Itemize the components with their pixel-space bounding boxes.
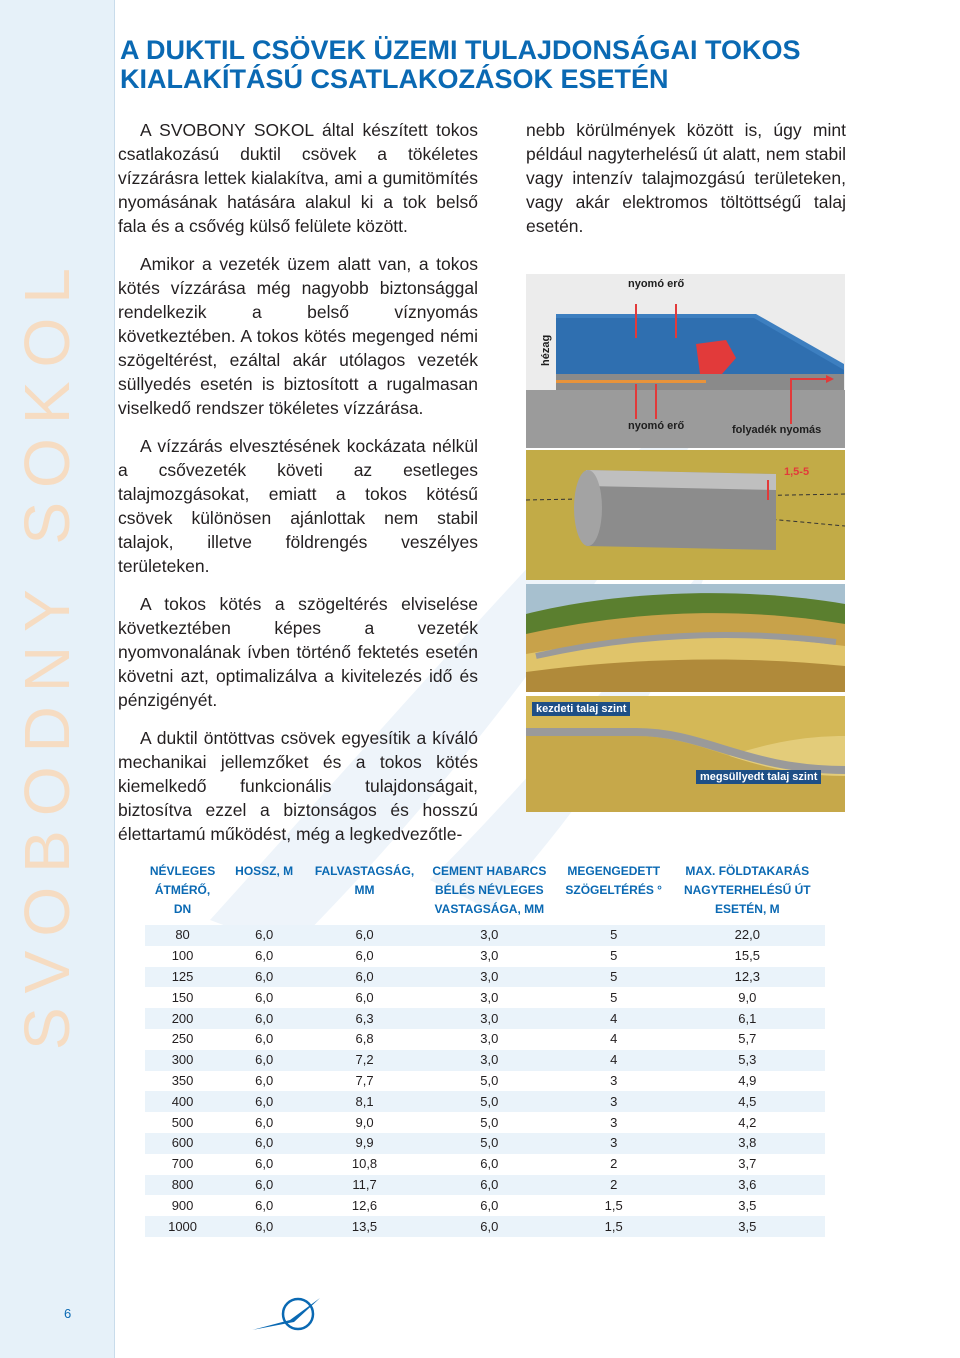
table-body [145,925,825,1237]
table-cell: 12,6 [308,1195,421,1216]
table-cell: 3,0 [421,925,558,946]
table-cell: 600 [145,1133,220,1154]
label-initial-ground: kezdeti talaj szint [532,702,630,716]
header-dn: NÉVLEGES ÁTMÉRŐ, DN [149,864,216,916]
table-cell: 3 [558,1071,670,1092]
soil-panel [526,584,845,692]
left-text-column [118,118,478,860]
table-cell: 6,0 [220,967,308,988]
table-cell: 6,0 [308,925,421,946]
table-cell: 3,6 [670,1175,825,1196]
table-cell: 400 [145,1091,220,1112]
table-cell: 5 [558,925,670,946]
table-cell: 15,5 [670,946,825,967]
table-cell: 5 [558,987,670,1008]
table-cell: 6,0 [220,1112,308,1133]
table-cell: 10,8 [308,1154,421,1175]
table-cell: 2 [558,1175,670,1196]
table-cell: 3,7 [670,1154,825,1175]
table-cell: 250 [145,1029,220,1050]
table-cell: 3 [558,1133,670,1154]
header-wall: FALVASTAGSÁG, MM [314,864,415,897]
paragraph-1: A SVOBONY SOKOL által készített tokos csatlakozású duktil csövek a tökéletes vízzárásra lettek kialakítva, ami a gumitömítés nyomásának hatására alakul ki a tok belső fala és a csővég külső felülete között. [118,120,478,236]
table-cell: 5,0 [421,1112,558,1133]
table-cell: 300 [145,1050,220,1071]
table-cell: 4 [558,1050,670,1071]
label-fluid-pressure: folyadék nyomás [732,424,822,436]
paragraph-6: nebb körülmények között is, úgy mint például nagyterhelésű út alatt, nem stabil vagy intenzív talajmozgású területeken, vagy akár elektromos töltöttségű talaj esetén. [526,120,846,236]
table-cell: 500 [145,1112,220,1133]
table-cell: 5,0 [421,1071,558,1092]
table-cell: 150 [145,987,220,1008]
table-cell: 6,0 [220,946,308,967]
table-cell: 6,0 [220,1216,308,1237]
label-gap: hézag [540,334,552,366]
table-cell: 1,5 [558,1195,670,1216]
table-cell: 3 [558,1112,670,1133]
table-cell: 5,0 [421,1133,558,1154]
table-row [145,1195,825,1216]
header-angle: MEGENGEDETT SZÖGELTÉRÉS ° [565,864,662,897]
table-cell: 3,0 [421,987,558,1008]
table-row [145,1112,825,1133]
header-cover: MAX. FÖLDTAKARÁS NAGYTERHELÉSŰ ÚT ESETÉN, M [683,864,811,916]
title-line-2: KIALAKÍTÁSÚ CSATLAKOZÁSOK ESETÉN [120,64,669,94]
table-cell: 6,0 [220,1195,308,1216]
table-cell: 1,5 [558,1216,670,1237]
table-cell: 6,0 [308,946,421,967]
table-cell: 6,0 [421,1216,558,1237]
table-cell: 200 [145,1008,220,1029]
paragraph-3: A vízzárás elvesztésének kockázata nélkül a csővezeték követi az esetleges talajmozgásokat, emiatt a tokos kötésű csövek különösen ajánlottak nem stabil talajok, illetve földrengés veszélyes területeken. [118,436,478,576]
table-cell: 6,0 [220,1175,308,1196]
table-row [145,1008,825,1029]
table-cell: 125 [145,967,220,988]
table-cell: 6,0 [220,1091,308,1112]
table-cell: 6,0 [220,1154,308,1175]
table-cell: 13,5 [308,1216,421,1237]
table-cell: 6,8 [308,1029,421,1050]
table-cell: 700 [145,1154,220,1175]
label-pressure-top: nyomó erő [628,278,685,290]
table-cell: 900 [145,1195,220,1216]
label-angle: 1,5-5 [784,466,810,478]
header-lining: CEMENT HABARCS BÉLÉS NÉVLEGES VASTAGSÁGA, MM [432,864,547,916]
table-row [145,946,825,967]
table-row [145,987,825,1008]
table-cell: 80 [145,925,220,946]
table-cell: 4 [558,1029,670,1050]
table-cell: 6,0 [220,1029,308,1050]
settlement-panel [526,696,845,812]
joint-figure [526,274,845,812]
spec-table [145,858,825,1237]
table-row [145,1029,825,1050]
table-cell: 3,0 [421,1050,558,1071]
table-cell: 7,2 [308,1050,421,1071]
table-cell: 6,0 [308,987,421,1008]
table-cell: 3,0 [421,1008,558,1029]
paragraph-2: Amikor a vezeték üzem alatt van, a tokos kötés vízzárása még nagyobb biztonsággal rendelkezik a belső víznyomás következtében. A tokos kötés megenged némi szögeltérést, ezáltal akár utólagos vezeték süllyedés esetén is biztosított a rugalmasan viselkedő rendszer tökéletes vízzárása. [118,254,478,418]
table-cell: 1000 [145,1216,220,1237]
table-cell: 3,5 [670,1216,825,1237]
table-cell: 6,1 [670,1008,825,1029]
table-cell: 3,0 [421,946,558,967]
table-row [145,967,825,988]
table-cell: 5,0 [421,1091,558,1112]
table-cell: 3,0 [421,967,558,988]
soil-layers-diagram [526,584,845,692]
cross-section-panel [526,274,845,448]
header-length: HOSSZ, M [235,864,294,878]
table-cell: 3 [558,1091,670,1112]
table-cell: 3,8 [670,1133,825,1154]
table-cell: 5 [558,967,670,988]
table-row [145,1154,825,1175]
table-cell: 8,1 [308,1091,421,1112]
table-cell: 100 [145,946,220,967]
table-cell: 4,2 [670,1112,825,1133]
right-text-column [526,118,846,252]
table-cell: 6,0 [220,1050,308,1071]
vertical-brand-text: SVOBODNY SOKOL [11,254,83,1050]
table-cell: 6,0 [220,987,308,1008]
title-line-1: A DUKTIL CSÖVEK ÜZEMI TULAJDONSÁGAI TOKOS [120,35,801,65]
paragraph-4: A tokos kötés a szögeltérés elviselése következtében képes a vezeték nyomvonalának ívben történő fektetés esetén követni azt, optimalizálva a kivitelezés idő és pénzigényét. [118,594,478,710]
table-cell: 5,7 [670,1029,825,1050]
table-cell: 6,0 [308,967,421,988]
table-cell: 6,0 [220,1008,308,1029]
table-row [145,1091,825,1112]
table-cell: 6,3 [308,1008,421,1029]
sidebar-divider [114,0,115,1358]
table-cell: 9,0 [308,1112,421,1133]
table-cell: 4,5 [670,1091,825,1112]
table-cell: 2 [558,1154,670,1175]
table-row [145,925,825,946]
table-cell: 9,0 [670,987,825,1008]
table-row [145,1133,825,1154]
page-title [120,36,920,94]
table-cell: 4 [558,1008,670,1029]
table-cell: 6,0 [421,1175,558,1196]
table-row [145,1071,825,1092]
falcon-logo-icon [250,1290,330,1340]
table-cell: 6,0 [220,1133,308,1154]
table-cell: 350 [145,1071,220,1092]
table-cell: 12,3 [670,967,825,988]
table-cell: 3,5 [670,1195,825,1216]
table-cell: 6,0 [220,925,308,946]
table-row [145,1050,825,1071]
table-cell: 6,0 [220,1071,308,1092]
table-cell: 7,7 [308,1071,421,1092]
angle-panel [526,450,845,580]
table-cell: 11,7 [308,1175,421,1196]
table-row [145,1216,825,1237]
label-pressure-bottom: nyomó erő [628,420,685,432]
page-number: 6 [64,1306,72,1321]
table-cell: 800 [145,1175,220,1196]
table-cell: 5,3 [670,1050,825,1071]
table-cell: 3,0 [421,1029,558,1050]
table-cell: 5 [558,946,670,967]
label-settled-ground: megsüllyedt talaj szint [696,770,821,784]
cross-section-diagram [526,274,845,448]
table-header-row [145,858,825,925]
table-cell: 6,0 [421,1195,558,1216]
table-cell: 4,9 [670,1071,825,1092]
paragraph-5: A duktil öntöttvas csövek egyesítik a kíváló mechanikai jellemzőket és a tokos kötés kiemelkedő funkcionális tulajdonságait, biztosítva ezzel a biztonságos és hosszú élettartamú működést, még a legkedvezőtle- [118,728,478,844]
table-row [145,1175,825,1196]
table-cell: 9,9 [308,1133,421,1154]
table-cell: 22,0 [670,925,825,946]
table-cell: 6,0 [421,1154,558,1175]
